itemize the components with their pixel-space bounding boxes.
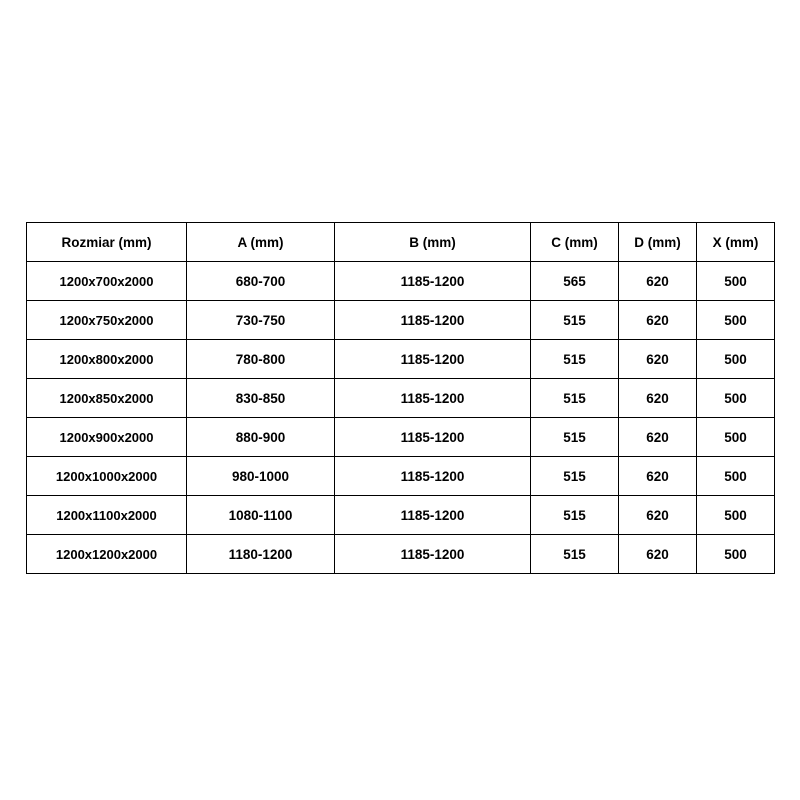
column-header-a: A (mm) (187, 223, 335, 262)
cell-d: 620 (619, 457, 697, 496)
cell-b: 1185-1200 (335, 418, 531, 457)
table-row (27, 301, 775, 340)
cell-b: 1185-1200 (335, 340, 531, 379)
cell-x: 500 (697, 379, 775, 418)
cell-rozmiar: 1200x750x2000 (27, 301, 187, 340)
size-table-container (26, 222, 774, 574)
cell-b: 1185-1200 (335, 457, 531, 496)
cell-a: 830-850 (187, 379, 335, 418)
cell-d: 620 (619, 496, 697, 535)
cell-c: 515 (531, 535, 619, 574)
table-row (27, 496, 775, 535)
cell-rozmiar: 1200x850x2000 (27, 379, 187, 418)
cell-c: 515 (531, 496, 619, 535)
cell-c: 515 (531, 301, 619, 340)
cell-a: 980-1000 (187, 457, 335, 496)
cell-rozmiar: 1200x1000x2000 (27, 457, 187, 496)
cell-x: 500 (697, 535, 775, 574)
cell-b: 1185-1200 (335, 379, 531, 418)
cell-rozmiar: 1200x1100x2000 (27, 496, 187, 535)
cell-b: 1185-1200 (335, 535, 531, 574)
table-row (27, 535, 775, 574)
cell-x: 500 (697, 262, 775, 301)
cell-x: 500 (697, 457, 775, 496)
table-row (27, 379, 775, 418)
cell-rozmiar: 1200x800x2000 (27, 340, 187, 379)
cell-b: 1185-1200 (335, 301, 531, 340)
cell-rozmiar: 1200x900x2000 (27, 418, 187, 457)
table-header-row (27, 223, 775, 262)
cell-c: 515 (531, 379, 619, 418)
column-header-x: X (mm) (697, 223, 775, 262)
dimensions-table (26, 222, 775, 574)
cell-a: 1180-1200 (187, 535, 335, 574)
cell-x: 500 (697, 496, 775, 535)
cell-b: 1185-1200 (335, 262, 531, 301)
cell-d: 620 (619, 301, 697, 340)
cell-c: 515 (531, 340, 619, 379)
cell-rozmiar: 1200x1200x2000 (27, 535, 187, 574)
cell-a: 1080-1100 (187, 496, 335, 535)
cell-c: 565 (531, 262, 619, 301)
cell-d: 620 (619, 535, 697, 574)
cell-x: 500 (697, 340, 775, 379)
column-header-b: B (mm) (335, 223, 531, 262)
cell-rozmiar: 1200x700x2000 (27, 262, 187, 301)
cell-c: 515 (531, 418, 619, 457)
table-row (27, 340, 775, 379)
cell-d: 620 (619, 262, 697, 301)
cell-d: 620 (619, 340, 697, 379)
cell-a: 730-750 (187, 301, 335, 340)
cell-a: 680-700 (187, 262, 335, 301)
column-header-d: D (mm) (619, 223, 697, 262)
cell-c: 515 (531, 457, 619, 496)
column-header-c: C (mm) (531, 223, 619, 262)
cell-x: 500 (697, 301, 775, 340)
table-row (27, 418, 775, 457)
column-header-rozmiar: Rozmiar (mm) (27, 223, 187, 262)
table-row (27, 457, 775, 496)
table-row (27, 262, 775, 301)
cell-a: 880-900 (187, 418, 335, 457)
cell-b: 1185-1200 (335, 496, 531, 535)
cell-a: 780-800 (187, 340, 335, 379)
cell-x: 500 (697, 418, 775, 457)
cell-d: 620 (619, 418, 697, 457)
cell-d: 620 (619, 379, 697, 418)
